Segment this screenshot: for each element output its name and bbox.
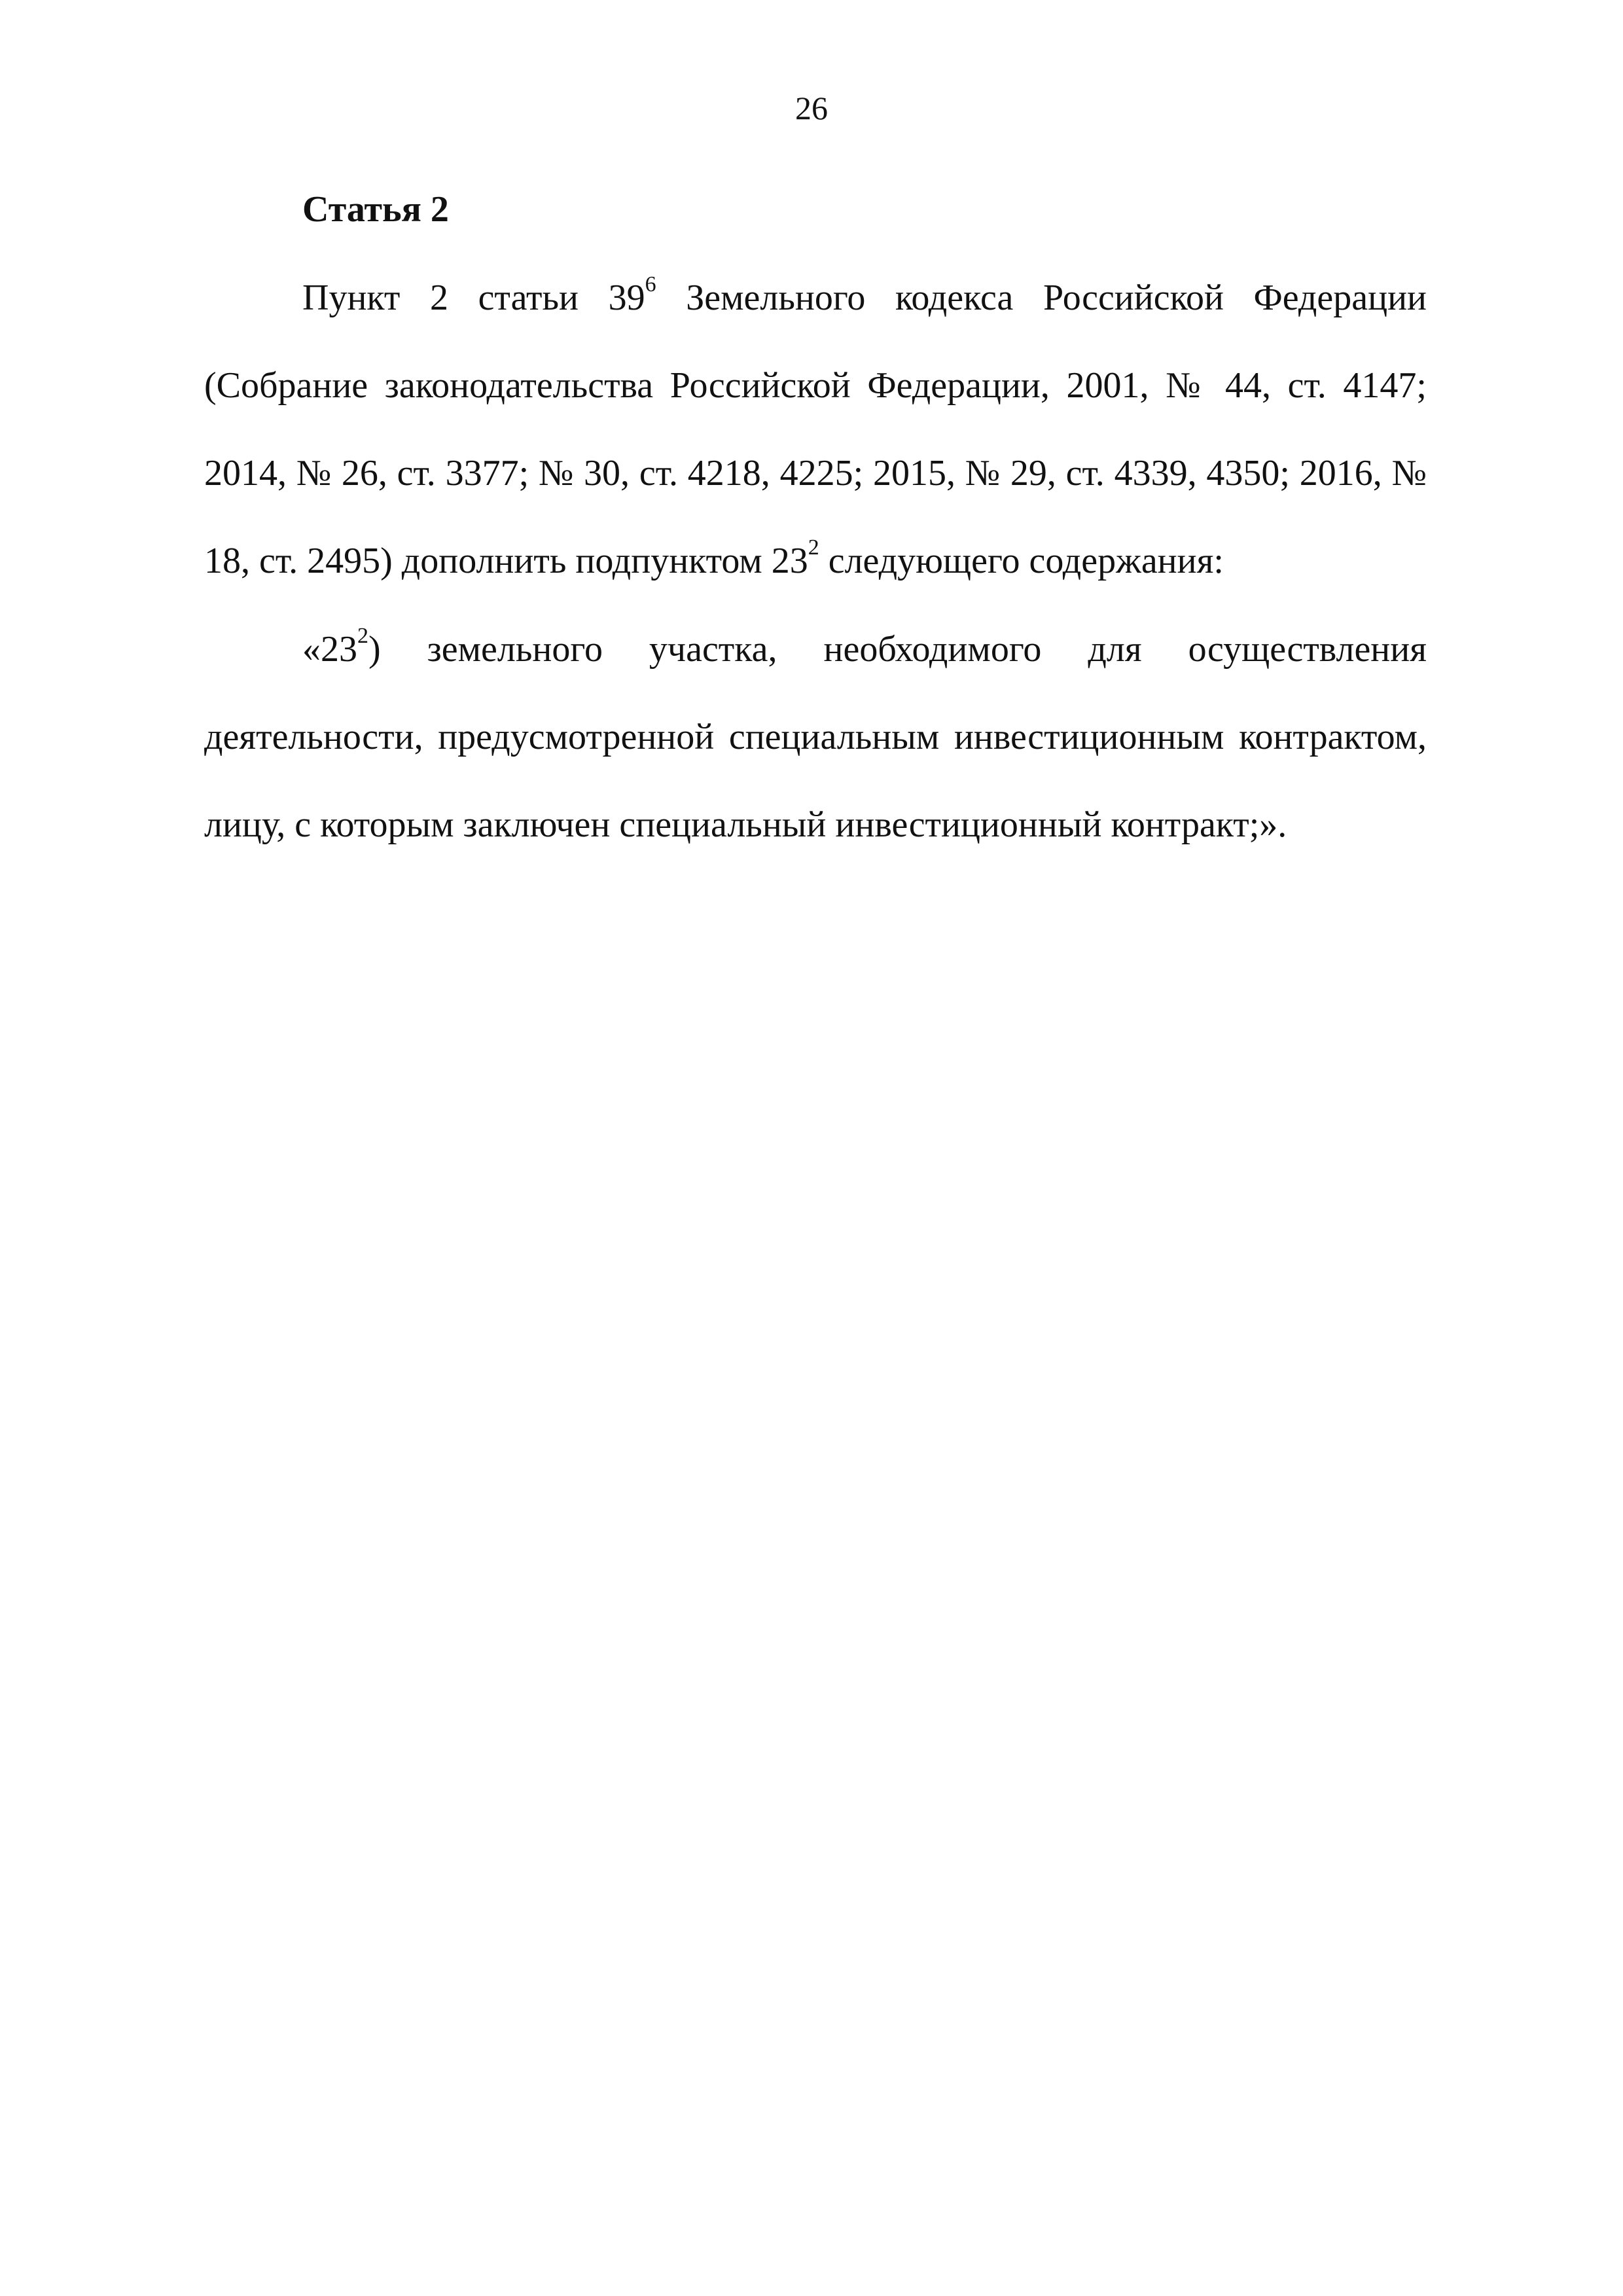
article-title: Статья 2 [302,189,449,230]
paragraph-1-text-b: Земельного кодекса Российской Федерации (Собрание законодательства Российской Федерации, 2001, № 44, ст. 4147; 2014, № 26, ст. 3377; № 30, ст. 4218, 4225; 2015, № 29, ст. 4339, 4350; 2016, № 18, ст. 2495) дополнить подпунктом 23 [204,278,1427,581]
page-number: 26 [795,90,828,126]
paragraph-2-text-b: ) земельного участка, необходимого для осуществления деятельности, предусмотренной специальным инвестиционным контрактом, лицу, с которым заключен специальный инвестиционный контракт;». [204,629,1427,845]
paragraph-2-superscript-a: 2 [357,624,368,649]
article-paragraph-1 [204,254,1427,605]
paragraph-1-text-a: Пункт 2 статьи 39 [302,278,645,318]
paragraph-2-text-a: «23 [302,629,357,670]
paragraph-1-superscript-b: 2 [808,535,819,560]
paragraph-1-superscript-a: 6 [645,272,656,297]
paragraph-1-text-c: следующего содержания: [819,541,1224,581]
article-paragraph-2 [204,605,1427,869]
